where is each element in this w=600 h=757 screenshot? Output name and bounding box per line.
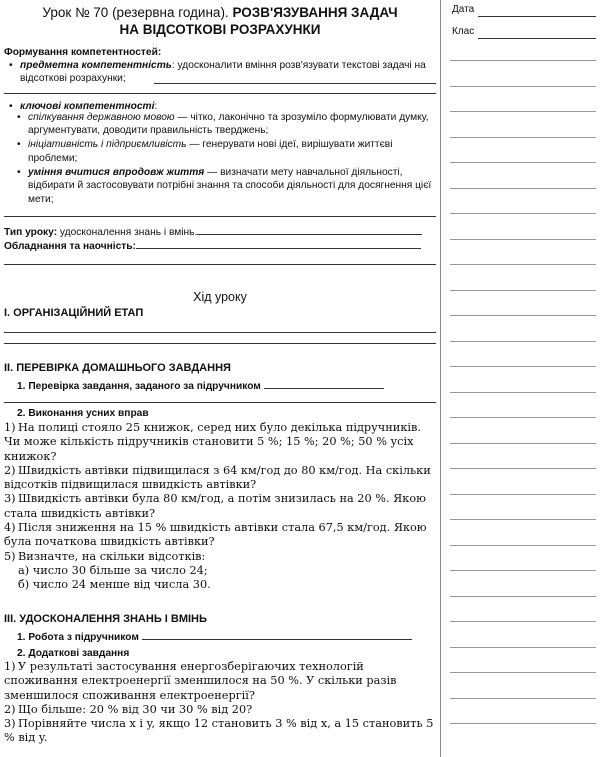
notes-line[interactable] <box>450 443 596 444</box>
margin-divider <box>440 0 441 757</box>
notes-line[interactable] <box>450 341 596 342</box>
exercise-item: 3) Порівняйте числа x і y, якщо 12 становить 3 % від x, а 15 становить 5 % від y. <box>4 717 434 745</box>
notes-line[interactable] <box>450 162 596 163</box>
extra-tasks-heading: 2. Додаткові завдання <box>17 648 130 659</box>
notes-line[interactable] <box>450 111 596 112</box>
competencies-heading: Формування компетентностей: <box>4 47 162 58</box>
notes-line[interactable] <box>450 366 596 367</box>
textbook-work: 1. Робота з підручником <box>17 632 139 643</box>
exercise-item: 3) Швидкість автівки була 80 км/год, а потім знизилась на 20 %. Якою стала швидкість автівки? <box>4 492 427 520</box>
lesson-meta <box>4 226 436 265</box>
notes-line[interactable] <box>450 86 596 87</box>
exercise-item: 1) У результаті застосування енергозберігаючих технологій споживання електроенергії зменшилося на 50 %. У скільки разів зменшилося споживання електроенергії? <box>4 660 397 702</box>
exercise-item: 1) На полиці стояло 25 книжок, серед них було декілька підручників. Чи може кількість підручників становити 5 %; 15 %; 20 %; 50 % усіх книжок? <box>4 421 421 463</box>
notes-line[interactable] <box>450 698 596 699</box>
extra-tasks <box>4 660 436 746</box>
competency-item: • уміння вчитися впродовж життя — визначати мету навчальної діяльності, відбирати й застосовувати потрібні знання та способи діяльності для досягнення цієї мети; <box>12 166 436 206</box>
notes-line[interactable] <box>450 494 596 495</box>
exercise-subitem: б) число 24 менше від числа 30. <box>18 578 211 592</box>
stage-1: І. ОРГАНІЗАЦІЙНИЙ ЕТАП <box>4 306 436 344</box>
notes-line[interactable] <box>450 315 596 316</box>
homework-check: 1. Перевірка завдання, заданого за підручником <box>17 381 261 392</box>
exercise-item: 2) Швидкість автівки підвищилася з 64 км/год до 80 км/год. На скільки відсотків підвищилася швидкість автівки? <box>4 463 431 492</box>
date-label: Дата <box>452 4 475 15</box>
notes-line[interactable] <box>450 264 596 265</box>
notes-line[interactable] <box>450 290 596 291</box>
exercise-subitem: а) число 30 більше за число 24; <box>18 563 208 577</box>
notes-lines <box>450 60 596 724</box>
class-field[interactable] <box>478 38 596 39</box>
notes-line[interactable] <box>450 672 596 673</box>
competencies-block <box>4 46 436 217</box>
lesson-type-value: удосконалення знань і вмінь. <box>57 227 198 238</box>
stage-3: ІІІ. УДОСКОНАЛЕННЯ ЗНАНЬ І ВМІНЬ 1. Робота з підручником 2. Додаткові завдання 1) У результаті застосування енергозберігаючих технологій споживання електроенергії зменшилося на 50 %. У скільки разів зменшилося споживання електроенергії? 2) Що більше: 20 % від 30 чи 30 % від 20? 3) Порівняйте числа x і y, якщо 12 становить 3 % від x, а 15 становить 5 % від y. <box>4 612 436 746</box>
equipment-label: Обладнання та наочність: <box>4 241 136 252</box>
competency-item: • ініціативність і підприємливість — генерувати нові ідеї, вирішувати життєві проблеми; <box>12 138 436 165</box>
notes-line[interactable] <box>450 137 596 138</box>
title-line-2: НА ВІДСОТКОВІ РОЗРАХУНКИ <box>119 22 321 37</box>
lesson-number: Урок № 70 (резервна година). <box>42 5 229 20</box>
equipment-field[interactable] <box>136 248 421 249</box>
notes-column <box>450 0 596 749</box>
exercise-item: 5) Визначте, на скільки відсотків: <box>4 549 206 563</box>
key-competencies-heading: • ключові компетентності: <box>4 100 436 113</box>
notes-line[interactable] <box>450 468 596 469</box>
competency-item: • спілкування державною мовою — чітко, лаконічно та зрозуміло формулювати думку, аргументувати, доводити правильність тверджень; <box>12 111 436 138</box>
exercise-item: 4) Після зниження на 15 % швидкість автівки стала 67,5 км/год. Якою була початкова швидкість автівки? <box>4 521 427 549</box>
notes-line[interactable] <box>450 417 596 418</box>
oral-exercises-heading: 2. Виконання усних вправ <box>17 408 149 419</box>
lesson-type-label: Тип уроку: <box>4 227 58 238</box>
page-title <box>4 4 436 38</box>
exercise-item: 2) Що більше: 20 % від 30 чи 30 % від 20? <box>4 702 253 716</box>
notes-line[interactable] <box>450 545 596 546</box>
notes-line[interactable] <box>450 239 596 240</box>
notes-line[interactable] <box>450 570 596 571</box>
class-label: Клас <box>452 26 475 37</box>
notes-line[interactable] <box>450 188 596 189</box>
notes-line[interactable] <box>450 621 596 622</box>
notes-line[interactable] <box>450 519 596 520</box>
notes-line[interactable] <box>450 213 596 214</box>
notes-line[interactable] <box>450 60 596 61</box>
notes-line[interactable] <box>450 647 596 648</box>
notes-line[interactable] <box>450 723 596 724</box>
notes-line[interactable] <box>450 392 596 393</box>
notes-line[interactable] <box>450 596 596 597</box>
date-field[interactable] <box>478 16 596 17</box>
oral-exercises <box>4 421 436 593</box>
title-line-1: РОЗВ'ЯЗУВАННЯ ЗАДАЧ <box>232 5 398 20</box>
course-title: Хід уроку <box>193 290 247 304</box>
stage-2: ІІ. ПЕРЕВІРКА ДОМАШНЬОГО ЗАВДАННЯ 1. Перевірка завдання, заданого за підручником 2. Виконання усних вправ 1) На полиці стояло 25 книжок, серед них було декілька підручників. Чи може кількість підручників становити 5 %; 15 %; 20 %; 50 % усіх книжок? 2) Швидкість автівки підвищилася з 64 км/год до 80 км/год. На скільки відсотків підвищилася швидкість автівки? 3) Швидкість автівки була 80 км/год, а потім знизилась на 20 %. Якою стала швидкість автівки? 4) Після зниження на 15 % швидкість автівки стала 67,5 км/год. Якою була початкова швидкість автівки? 5) Визначте, на скільки відсотків: а) число 30 більше за число 24; б) число 24 менше від числа 30. <box>4 361 436 593</box>
subject-competency: • предметна компетентність: удосконалити вміння розв'язувати текстові задачі на відсоткові розрахунки; <box>4 59 436 86</box>
